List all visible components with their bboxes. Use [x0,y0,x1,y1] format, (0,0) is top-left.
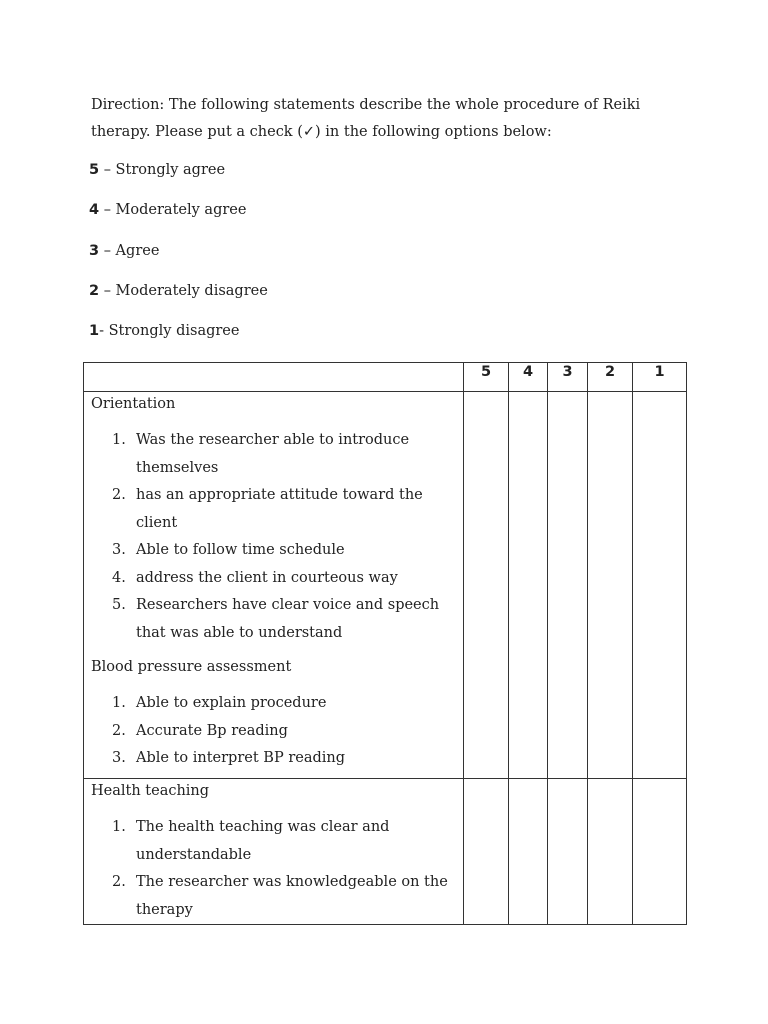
blood-pressure-list [84,690,463,773]
scale-number: 1 [89,323,100,339]
header-col-4: 4 [509,363,548,392]
header-col-5: 5 [464,363,509,392]
scale-label: – Moderately agree [99,202,247,218]
rating-cell-5[interactable] [464,392,509,779]
rating-cell-4[interactable] [509,392,548,779]
rating-cell-1[interactable] [633,392,687,779]
list-item: 1. Able to explain procedure [112,695,327,711]
section-title-orientation: Orientation [91,396,176,412]
evaluation-table [83,362,687,925]
list-item: 2. has an appropriate attitude toward the client [112,487,423,531]
scale-item-3 [89,241,159,261]
list-item: 1. Was the researcher able to introduce themselves [112,432,410,476]
list-item: 3. Able to interpret BP reading [112,750,346,766]
scale-number: 3 [89,243,100,259]
table-header-row [84,363,687,392]
list-item: 2. The researcher was knowledgeable on the therapy [112,874,448,918]
header-col-2: 2 [588,363,633,392]
criteria-cell [84,392,464,779]
scale-number: 4 [89,202,100,218]
section-title-health-teaching: Health teaching [91,783,210,799]
list-item: 3. Able to follow time schedule [112,542,345,558]
list-item: 5. Researchers have clear voice and speech that was able to understand [112,597,440,641]
rating-cell-2[interactable] [588,392,633,779]
table-row [84,779,687,925]
rating-cell-3[interactable] [548,392,588,779]
rating-cell-3[interactable] [548,779,588,925]
scale-item-2 [89,281,268,301]
header-blank-cell [84,363,464,392]
rating-cell-4[interactable] [509,779,548,925]
scale-item-5 [89,160,225,180]
scale-item-4 [89,200,246,220]
scale-number: 5 [89,162,100,178]
criteria-cell [84,779,464,925]
header-col-1: 1 [633,363,687,392]
header-col-3: 3 [548,363,588,392]
list-item: 4. address the client in courteous way [112,569,398,586]
health-teaching-list [84,814,463,924]
scale-label: - Strongly disagree [99,323,240,339]
scale-label: – Agree [99,243,160,259]
scale-label: – Moderately disagree [99,283,268,299]
section-title-blood-pressure: Blood pressure assessment [91,659,292,675]
direction-text: Direction: The following statements describe the whole procedure of Reiki therapy. Please put a check (✓) in the following options below: [91,97,641,140]
scale-item-1 [89,321,239,341]
orientation-list [84,427,463,647]
scale-number: 2 [89,283,100,299]
scale-label: – Strongly agree [99,162,226,178]
rating-cell-2[interactable] [588,779,633,925]
table-row [84,392,687,779]
rating-cell-5[interactable] [464,779,509,925]
list-item: 1. The health teaching was clear and understandable [112,819,390,863]
rating-cell-1[interactable] [633,779,687,925]
list-item: 2. Accurate Bp reading [112,722,288,739]
